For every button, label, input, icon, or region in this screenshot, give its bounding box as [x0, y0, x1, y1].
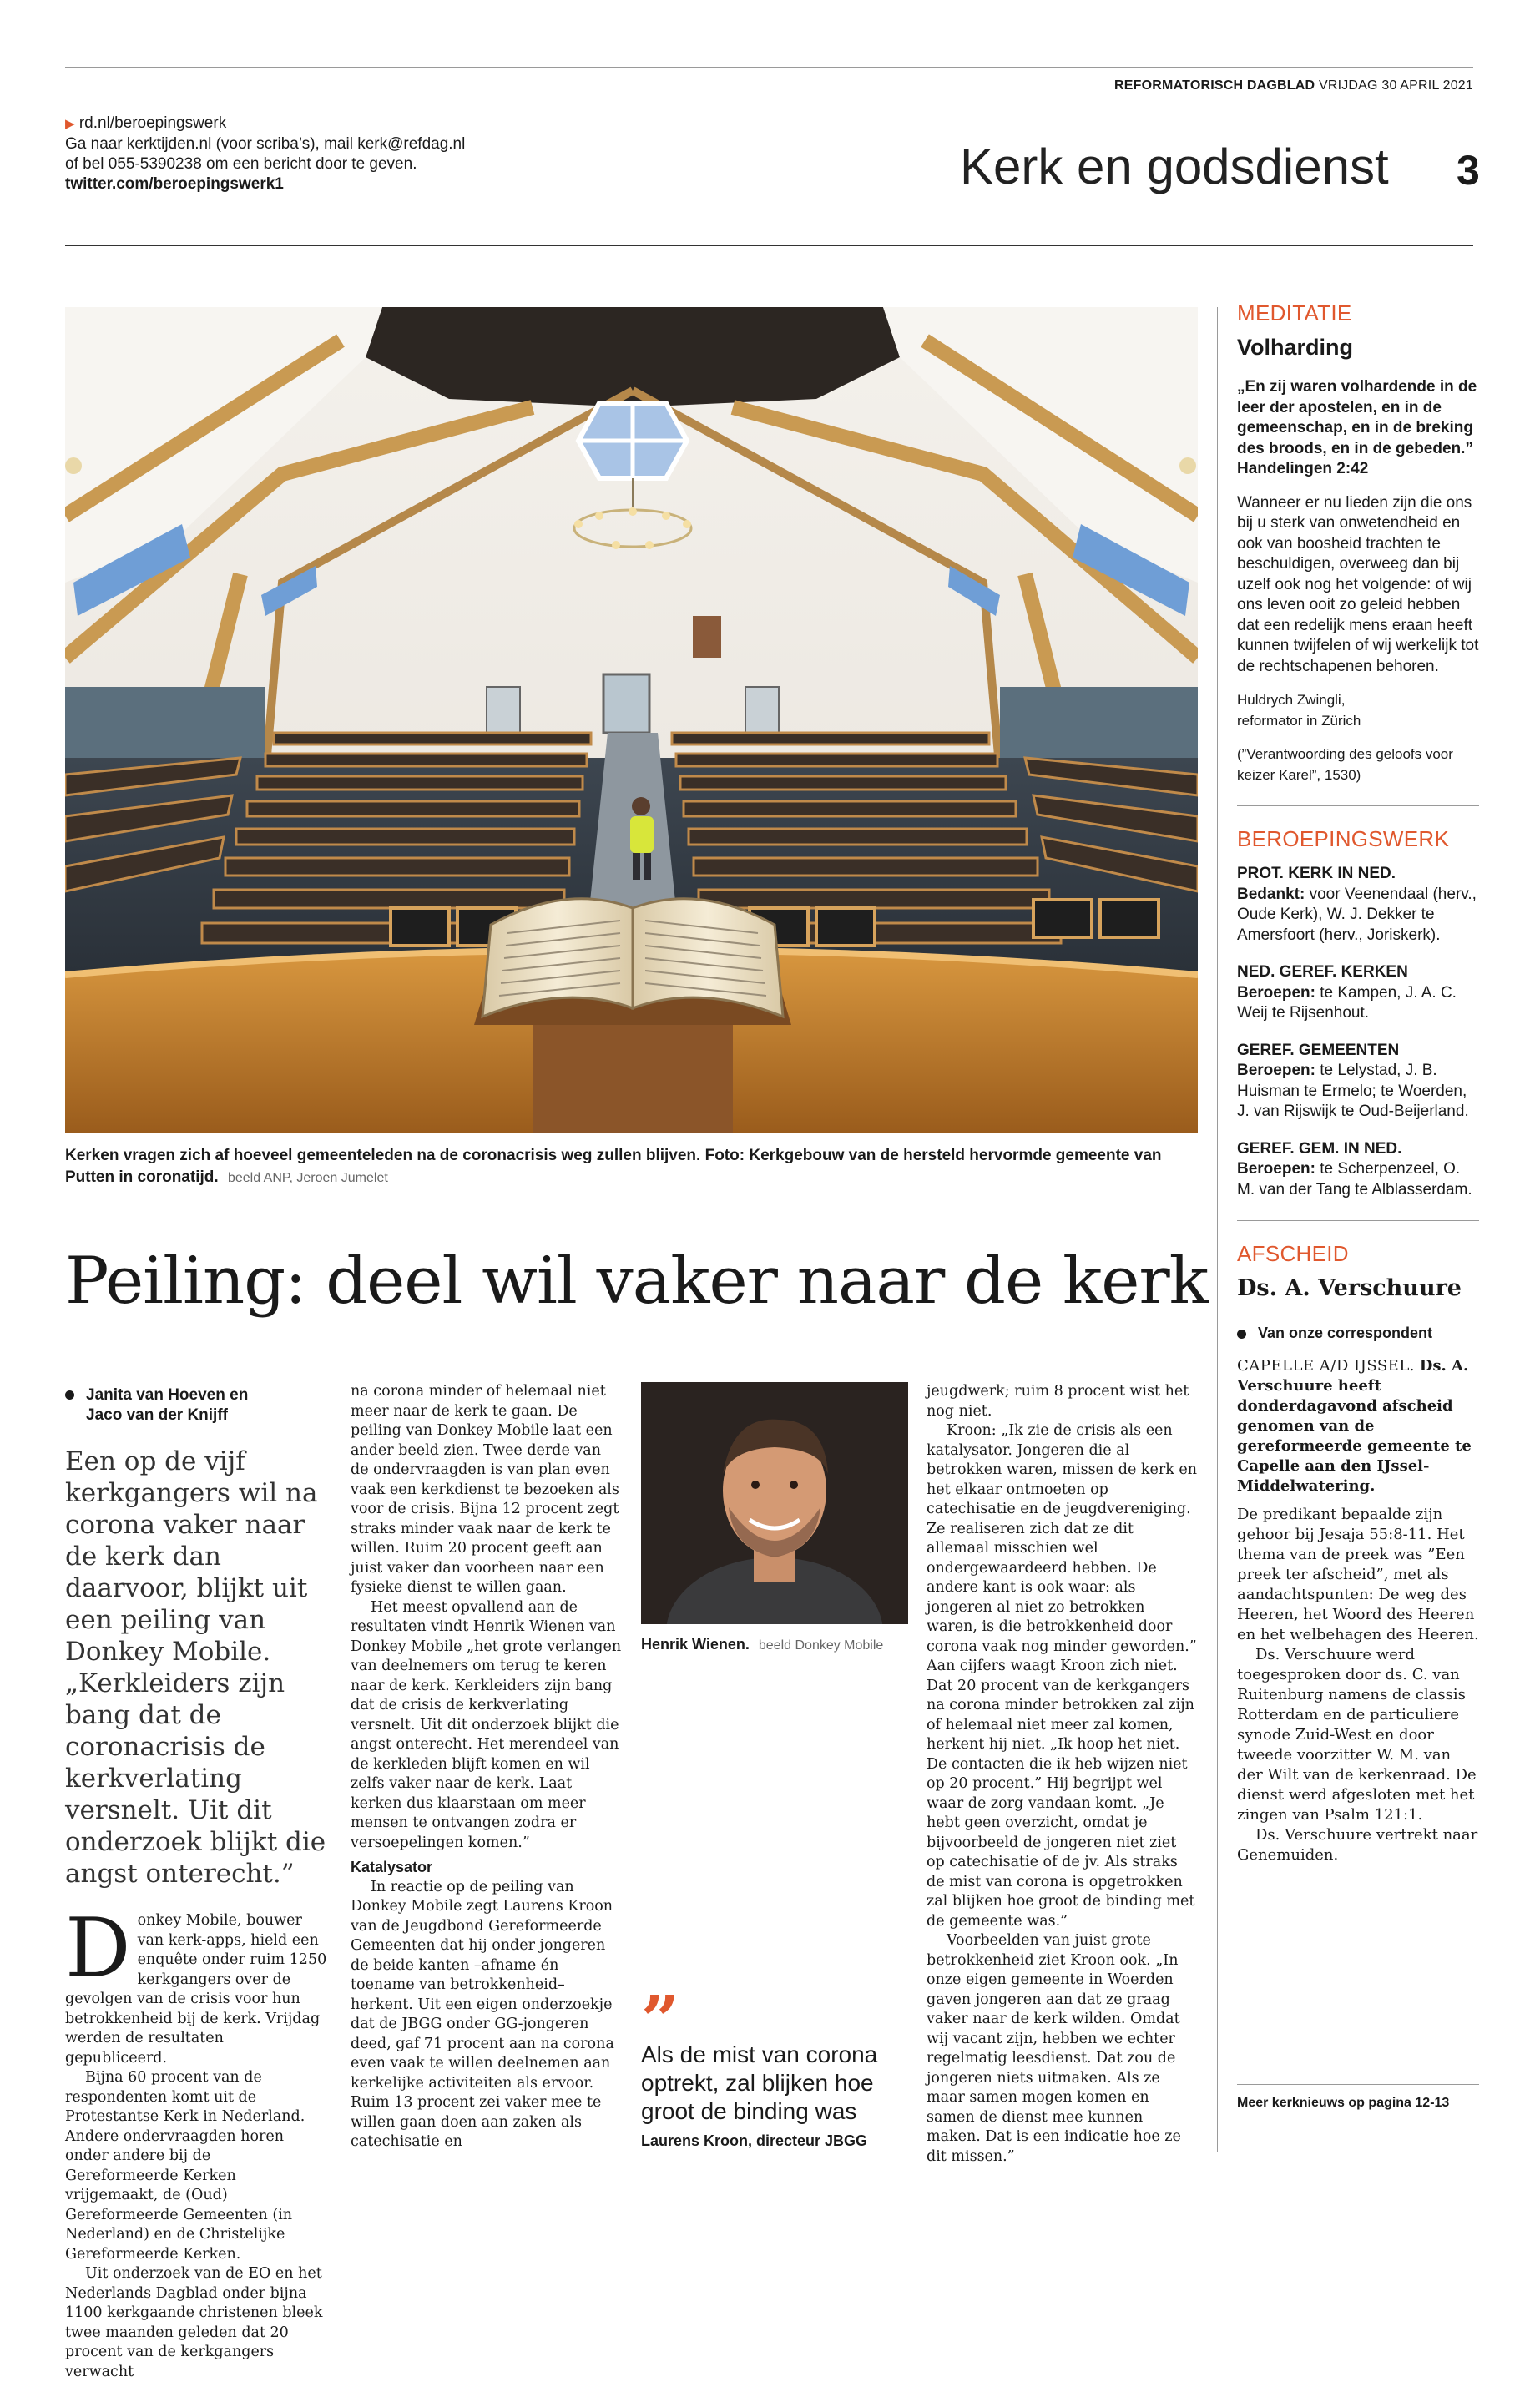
triangle-right-icon: ▶ — [65, 117, 75, 131]
article-lead: Een op de vijf kerkgangers wil na corona vaker naar de kerk dan daarvoor, blijkt uit een peiling van Donkey Mobile. „Kerkleiders zijn bang dat de coronacrisis de kerkverlating versnelt. Uit dit onderzoek blijkt die angst onterecht.” — [65, 1446, 326, 1889]
bullet-icon — [1237, 1330, 1246, 1339]
beroepingswerk-link[interactable]: rd.nl/beroepingswerk — [78, 114, 227, 132]
paragraph: In reactie op de peiling van Donkey Mobile zegt Laurens Kroon van de Jeugdbond Gereformeerde Gemeenten dat hij onder jongeren de beide kanten –afname én toename van betrokkenheid– herkent. Uit een eigen onderzoekje dat de JBGG onder GG-jongeren deed, gaf 71 procent aan na corona even vaak te willen deelnemen aan kerkelijke activiteiten als ervoor. Ruim 13 procent zei vaker mee te willen gaan doen aan zaken als catechisatie en — [351, 1878, 614, 2150]
info-line-2: of bel 055-5390238 om een bericht door te geven. — [65, 155, 417, 173]
call-kind: Beroepen: — [1237, 983, 1315, 1002]
meditatie-verse: „En zij waren volhardende in de leer der apostelen, en in de gemeenschap, en in de breking des broods, en in de gebeden.” Handelingen 2:42 — [1237, 378, 1477, 477]
top-info — [65, 114, 533, 194]
info-line-1: Ga naar kerktijden.nl (voor scriba’s), mail kerk@refdag.nl — [65, 135, 466, 153]
beroeping-item — [1237, 1139, 1479, 1201]
bullet-icon — [65, 1390, 74, 1400]
paragraph: Bijna 60 procent van de respondenten komt uit de Protestantse Kerk in Nederland. Andere ondervraagden horen onder andere bij de Gereformeerde Kerken vrijgemaakt, de (Oud) Gereformeerde Gemeenten (in Nederland) en de Christelijke Gereformeerde Kerken. — [65, 2069, 305, 2263]
article-column-4 — [927, 1382, 1198, 2167]
beroeping-item — [1237, 864, 1479, 946]
beroeping-item — [1237, 962, 1479, 1024]
afscheid-label: AFSCHEID — [1237, 1241, 1349, 1266]
twitter-link[interactable]: twitter.com/beroepingswerk1 — [65, 175, 284, 193]
pull-quote: Als de mist van corona optrekt, zal blijken hoe groot de binding was — [641, 2041, 878, 2124]
portrait-caption — [641, 1636, 883, 1653]
afscheid-body — [1237, 1356, 1479, 1865]
beroepingswerk-label: BEROEPINGSWERK — [1237, 826, 1450, 851]
paragraph: Uit onderzoek van de EO en het Nederlands Dagblad onder bijna 1100 kerkgaande christenen bleek twee maanden geleden dat 20 procent van de kerkgangers verwacht — [65, 2265, 323, 2380]
afscheid-intro-text: Ds. A. Verschuure heeft donderdagavond afscheid genomen van de gereformeerde gemeente te Capelle aan den IJssel-Middelwatering. — [1237, 1357, 1472, 1495]
masthead — [1114, 78, 1473, 93]
section-title: Kerk en godsdienst — [960, 139, 1389, 194]
paragraph: Kroon: „Ik zie de crisis als een katalysator. Jongeren die al betrokken waren, missen de kerk en het elkaar ontmoeten op catechisatie en de jeugdvereniging. Ze realiseren zich dat ze dit allemaal misschien wel ondergewaardeerd hebben. De andere kant is ook waar: als jongeren al niet zo betrokken waren, is die betrokkenheid door corona vaak nog minder geworden.” Aan cijfers waagt Kroon zich niet. Dat 20 procent van de kerkgangers na corona minder betrokken zal zijn of helemaal niet meer zal komen, herkent hij niet. „Ik hoop het niet. De contacten die ik heb wijzen niet op 20 procent.” Hij begrijpt wel waar de zorg vandaan komt. „Je hebt geen overzicht, omdat je bijvoorbeeld de jongeren niet ziet op catechisatie of de jv. Als straks de mist van corona is opgetrokken zal blijken hoe groot de binding met de gemeente was.” — [927, 1422, 1198, 1930]
paragraph: Ds. Verschuure vertrekt naar Genemuiden. — [1237, 1826, 1478, 1864]
church-name: PROT. KERK IN NED. — [1237, 865, 1396, 882]
call-kind: Bedankt: — [1237, 885, 1305, 903]
call-text: te Kampen, J. A. C. Weij te Rijsenhout. — [1237, 983, 1457, 1022]
photo-caption-text: Kerken vragen zich af hoeveel gemeenteleden na de coronacrisis weg zullen blijven. Foto: Kerkgebouw van de hersteld hervormde gemeente van Putten in coronatijd. — [65, 1147, 1162, 1186]
afscheid-title: Ds. A. Verschuure — [1237, 1275, 1462, 1301]
meditatie-title: Volharding — [1237, 335, 1353, 360]
portrait-photo — [641, 1382, 908, 1624]
dateline: CAPELLE A/D IJSSEL. — [1237, 1357, 1415, 1375]
portrait-name: Henrik Wienen. — [641, 1636, 750, 1653]
paragraph: Ds. Verschuure werd toegesproken door ds. C. van Ruitenburg namens de classis Rotterdam en de particuliere synode Zuid-West en door tweede voorzitter W. M. van der Wilt van de kerkenraad. De dienst werd afgesloten met het zingen van Psalm 121:1. — [1237, 1646, 1477, 1824]
call-text: te Lelystad, J. B. Huisman te Ermelo; te Woerden, J. van Rijswijk te Oud-Beijerland. — [1237, 1062, 1469, 1120]
church-name: GEREF. GEMEENTEN — [1237, 1041, 1400, 1059]
article-headline: Peiling: deel wil vaker naar de kerk — [65, 1244, 1208, 1319]
page-number: 3 — [1457, 147, 1480, 194]
dropcap: D — [65, 1901, 131, 1996]
meditatie-text: Wanneer er nu lieden zijn die ons bij u sterk van onwetendheid en ook van boosheid trachten te beschuldigen, overweeg dan bij uzelf ook nog het volgende: of wij ons leven ooit zo geleid hebben dat een redelijk mens eraan heeft kunnen twijfelen of wij werkelijk tot de rechtschapenen behoren. — [1237, 493, 1479, 675]
pull-quote-attribution: Laurens Kroon, directeur JBGG — [641, 2132, 868, 2149]
more-news-link[interactable]: Meer kerknieuws op pagina 12-13 — [1237, 2096, 1450, 2110]
paragraph: Het meest opvallend aan de resultaten vindt Henrik Wienen van Donkey Mobile „het grote verlangen van deelnemers om terug te keren naar de kerk. Kerkleiders zijn bang dat de crisis de kerkverlating versnelt. Uit dit onderzoek blijkt die angst onterecht. Het merendeel van de kerkleden blijft komen en wil zelfs vaker naar de kerk. Laat kerken dus klaarstaan om meer mensen te ontvangen zodra er versoepelingen komen.” — [351, 1598, 622, 1851]
header-rule — [65, 245, 1473, 246]
sidebar — [1237, 300, 1479, 1865]
paragraph: na corona minder of helemaal niet meer naar de kerk te gaan. De peiling van Donkey Mobile laat een ander beeld zien. Twee derde van de ondervraagden is van plan even vaak een kerkdienst te bezoeken als voor de crisis. Bijna 12 procent zegt straks minder vaak naar de kerk te willen. Ruim 20 procent geeft aan juist vaker dan voorheen naar een fysieke dienst te willen gaan. — [351, 1383, 619, 1596]
article-column-2 — [351, 1382, 622, 2152]
masthead-paper: REFORMATORISCH DAGBLAD — [1114, 78, 1315, 93]
article-body-1 — [65, 1901, 328, 2382]
meditatie-author-2: reformator in Zürich — [1237, 712, 1361, 729]
byline-line-1: Janita van Hoeven en — [86, 1386, 249, 1404]
quote-icon: ” — [641, 1981, 680, 2059]
call-text: voor Veenendaal (herv., Oude Kerk), W. J. Dekker te Amersfoort (herv., Joriskerk). — [1237, 885, 1477, 944]
meditatie-section — [1237, 300, 1479, 785]
photo-caption — [65, 1145, 1198, 1189]
sidebar-rule — [1237, 805, 1479, 806]
byline — [65, 1385, 328, 1426]
byline-line-2: Jaco van der Knijff — [86, 1406, 228, 1424]
paragraph: De predikant bepaalde zijn gehoor bij Jesaja 55:8-11. Het thema van de preek was ”Een preek ter afscheid”, met als aandachtspunten: De weg des Heeren, het Woord des Heeren en het welbehagen des Heeren. — [1237, 1506, 1479, 1643]
article-column-1 — [65, 1385, 328, 2382]
meditatie-source: (”Verantwoording des geloofs voor keizer Karel”, 1530) — [1237, 746, 1453, 783]
beroepingswerk-section — [1237, 826, 1479, 1200]
meditatie-author — [1237, 690, 1479, 731]
afscheid-section — [1237, 1241, 1479, 1865]
meditatie-label: MEDITATIE — [1237, 300, 1352, 326]
sidebar-divider — [1217, 307, 1218, 2152]
paragraph: onkey Mobile, bouwer van kerk-apps, hield een enquête onder ruim 1250 kerkgangers over de gevolgen van de crisis voor hun betrokkenheid bij de kerk. Vrijdag werden de resultaten gepubliceerd. — [65, 1912, 327, 2067]
photo-credit: beeld ANP, Jeroen Jumelet — [227, 1171, 388, 1185]
meditatie-author-1: Huldrych Zwingli, — [1237, 692, 1346, 708]
masthead-date: VRIJDAG 30 APRIL 2021 — [1318, 78, 1473, 93]
paragraph: jeugdwerk; ruim 8 procent wist het nog niet. — [927, 1383, 1189, 1420]
call-kind: Beroepen: — [1237, 1062, 1315, 1079]
church-name: GEREF. GEM. IN NED. — [1237, 1139, 1402, 1158]
church-name: NED. GEREF. KERKEN — [1237, 963, 1408, 981]
beroeping-item — [1237, 1041, 1479, 1123]
portrait-credit: beeld Donkey Mobile — [758, 1638, 884, 1653]
afscheid-byline: Van onze correspondent — [1237, 1323, 1479, 1343]
church-photo — [65, 307, 1198, 1133]
subheading: Katalysator — [351, 1859, 433, 1875]
call-text: te Scherpenzeel, O. M. van der Tang te Alblasserdam. — [1237, 1160, 1472, 1199]
top-rule — [65, 67, 1473, 68]
afscheid-intro — [1237, 1356, 1479, 1496]
call-kind: Beroepen: — [1237, 1160, 1315, 1178]
paragraph: Voorbeelden van juist grote betrokkenheid ziet Kroon ook. „In onze eigen gemeente in Woerden gaven jongeren aan dat ze graag vaker naar de kerk wilden. Omdat wij vacant zijn, hebben we echter regelmatig leesdienst. Dat zou de jongeren niets uitmaken. Als ze maar samen mogen komen en samen de dienst mee kunnen maken. Dat is een indicatie hoe ze dit missen.” — [927, 1932, 1181, 2165]
sidebar-footer-rule — [1237, 2084, 1479, 2085]
sidebar-rule — [1237, 1220, 1479, 1221]
